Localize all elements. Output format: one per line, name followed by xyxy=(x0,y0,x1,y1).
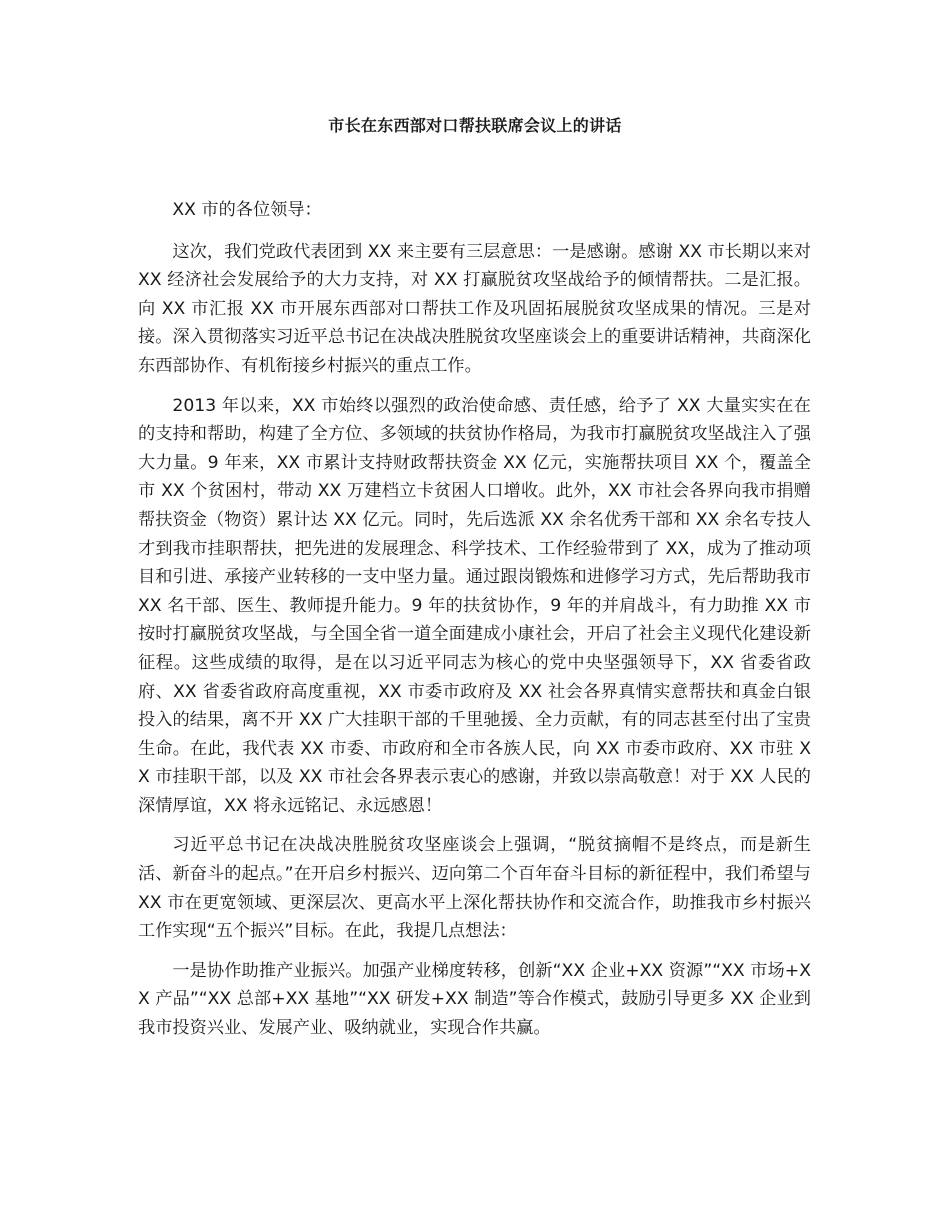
document-title: 市长在东西部对口帮扶联席会议上的讲话 xyxy=(328,116,622,135)
paragraph-achievements: 2013 年以来，XX 市始终以强烈的政治使命感、责任感，给予了 XX 大量实实在在的支持和帮助，构建了全方位、多领域的扶贫协作格局，为我市打赢脱贫攻坚战注入了强大力量。9 年来，XX 市累计支持财政帮扶资金 XX 亿元，实施帮扶项目 XX 个，覆盖全市 XX 个贫困村，带动 XX 万建档立卡贫困人口增收。此外，XX 市社会各界向我市捐赠帮扶资金（物资）累计达 XX 亿元。同时，先后选派 XX 余名优秀干部和 XX 余名专技人才到我市挂职帮扶，把先进的发展理念、科学技术、工作经验带到了 XX，成为了推动项目和引进、承接产业转移的一支中坚力量。通过跟岗锻炼和进修学习方式，先后帮助我市 XX 名干部、医生、教师提升能力。9 年的扶贫协作，9 年的并肩战斗，有力助推 XX 市按时打赢脱贫攻坚战，与全国全省一道全面建成小康社会，开启了社会主义现代化建设新征程。这些成绩的取得，是在以习近平同志为核心的党中央坚强领导下，XX 省委省政府、XX 省委省政府高度重视，XX 市委市政府及 XX 社会各界真情实意帮扶和真金白银投入的结果，离不开 XX 广大挂职干部的千里驰援、全力贡献，有的同志甚至付出了宝贵生命。在此，我代表 XX 市委、市政府和全市各族人民，向 XX 市委市政府、XX 市驻 XX 市挂职干部，以及 XX 市社会各界表示衷心的感谢，并致以崇高敬意！对于 XX 人民的深情厚谊，XX 将永远铭记、永远感恩！ xyxy=(138,395,811,816)
paragraph-outlook: 习近平总书记在决战决胜脱贫攻坚座谈会上强调，“脱贫摘帽不是终点，而是新生活、新奋斗的起点。”在开启乡村振兴、迈向第二个百年奋斗目标的新征程中，我们希望与 XX 市在更宽领域、更深层次、更高水平上深化帮扶协作和交流合作，助推我市乡村振兴工作实现“五个振兴”目标。在此，我提几点想法： xyxy=(138,835,811,942)
paragraph-intro: 这次，我们党政代表团到 XX 来主要有三层意思：一是感谢。感谢 XX 市长期以来对 XX 经济社会发展给予的大力支持，对 XX 打赢脱贫攻坚战给予的倾情帮扶。二是汇报。向 XX 市汇报 XX 市开展东西部对口帮扶工作及巩固拓展脱贫攻坚成果的情况。三是对接。深入贯彻落实习近平总书记在决战决胜脱贫攻坚座谈会上的重要讲话精神，共商深化东西部协作、有机衔接乡村振兴的重点工作。 xyxy=(138,241,811,376)
document-body xyxy=(138,196,811,1054)
paragraph-industry-revitalization: 一是协作助推产业振兴。加强产业梯度转移，创新“XX 企业+XX 资源”“XX 市场+XX 产品”“XX 总部+XX 基地”“XX 研发+XX 制造”等合作模式，鼓励引导更多 XX 企业到我市投资兴业、发展产业、吸纳就业，实现合作共赢。 xyxy=(138,960,811,1039)
salutation: XX 市的各位领导： xyxy=(172,200,322,220)
